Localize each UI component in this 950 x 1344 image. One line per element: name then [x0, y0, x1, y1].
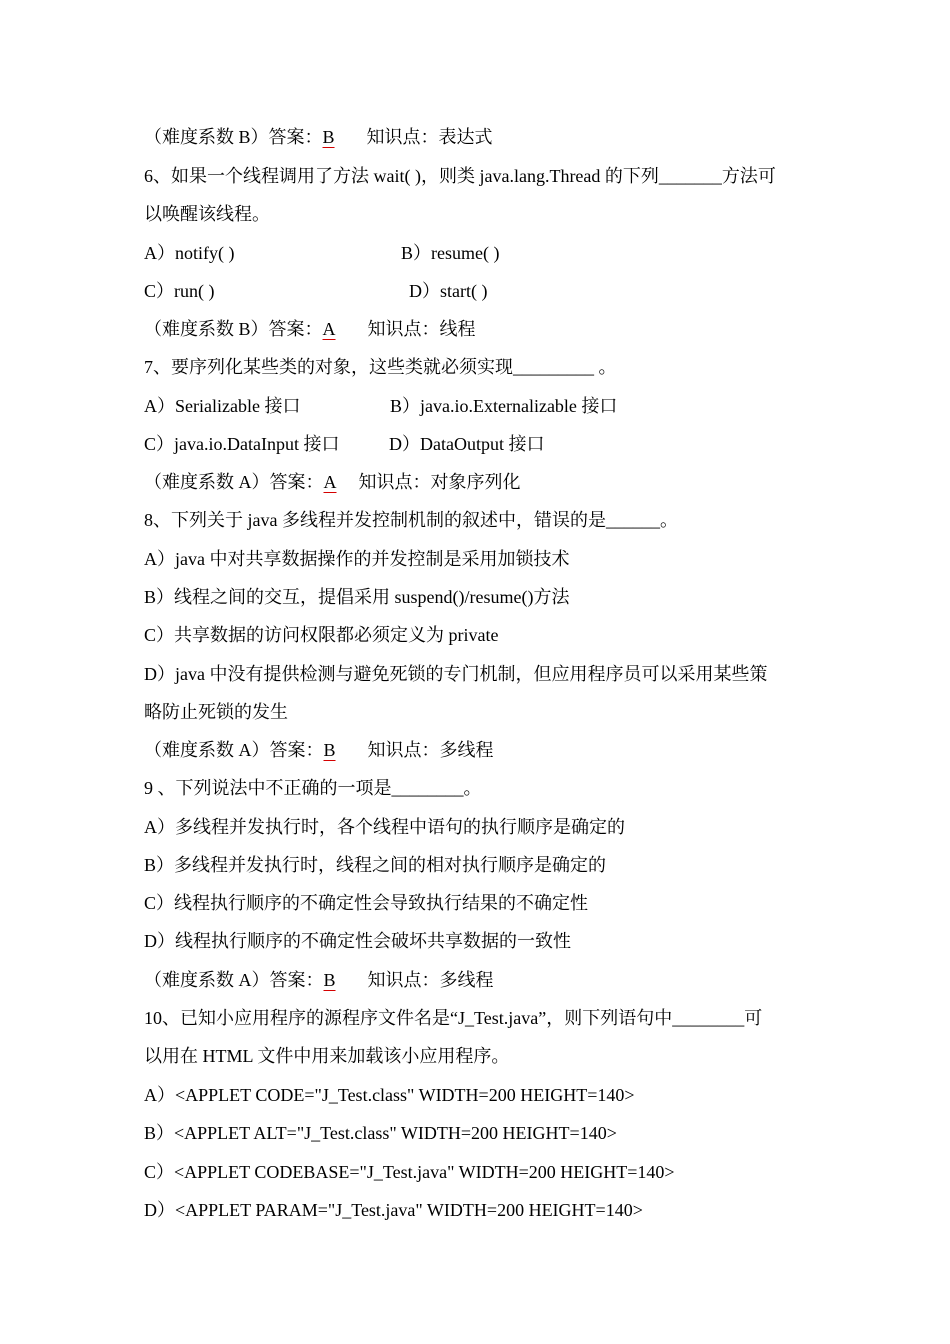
q7-options-cd — [144, 425, 844, 463]
q6-knowledge-point: 知识点：线程 — [367, 319, 476, 339]
q8-option-a: A）java 中对共享数据操作的并发控制是采用加锁技术 — [144, 549, 570, 569]
q9-option-b: B）多线程并发执行时，线程之间的相对执行顺序是确定的 — [144, 855, 607, 875]
q8-knowledge-point: 知识点：多线程 — [367, 740, 494, 760]
q6-option-a: A）notify( ) — [144, 243, 235, 263]
q7-meta-prefix: （难度系数 A）答案： — [144, 472, 324, 492]
q9-meta-prefix: （难度系数 A）答案： — [144, 970, 324, 990]
q9-answer: B — [323, 970, 336, 990]
q9-option-a: A）多线程并发执行时，各个线程中语句的执行顺序是确定的 — [144, 817, 625, 837]
q5-meta-prefix: （难度系数 B）答案： — [144, 127, 323, 147]
q7-option-c: C）java.io.DataInput 接口 — [144, 434, 340, 454]
q6-answer: A — [322, 319, 336, 339]
q8-stem: 8、下列关于 java 多线程并发控制机制的叙述中，错误的是______。 — [144, 510, 678, 530]
q7-options-ab — [144, 387, 844, 425]
q6-stem-line2: 以唤醒该线程。 — [144, 204, 270, 224]
q7-option-b: B）java.io.Externalizable 接口 — [390, 396, 618, 416]
q9-option-c: C）线程执行顺序的不确定性会导致执行结果的不确定性 — [144, 893, 589, 913]
q8-option-d-line1: D）java 中没有提供检测与避免死锁的专门机制，但应用程序员可以采用某些策 — [144, 664, 768, 684]
q10-stem-line2: 以用在 HTML 文件中用来加载该小应用程序。 — [144, 1046, 510, 1066]
q9-option-d: D）线程执行顺序的不确定性会破坏共享数据的一致性 — [144, 931, 571, 951]
q9-answer-line — [144, 961, 494, 999]
q6-stem-line1: 6、如果一个线程调用了方法 wait( )，则类 java.lang.Thread 的下列_______方法可 — [144, 166, 776, 186]
q9-stem: 9 、下列说法中不正确的一项是________。 — [144, 778, 482, 798]
q6-options-cd — [144, 272, 844, 310]
q6-meta-prefix: （难度系数 B）答案： — [144, 319, 323, 339]
q6-option-d: D）start( ) — [409, 281, 488, 301]
q7-answer-line — [144, 463, 521, 501]
q10-option-a: A）<APPLET CODE="J_Test.class" WIDTH=200 HEIGHT=140> — [144, 1085, 635, 1105]
q8-meta-prefix: （难度系数 A）答案： — [144, 740, 324, 760]
q7-stem: 7、要序列化某些类的对象，这些类就必须实现_________ 。 — [144, 357, 617, 377]
q6-options-ab — [144, 234, 844, 272]
q5-answer: B — [322, 127, 335, 147]
q7-option-a: A）Serializable 接口 — [144, 396, 301, 416]
q8-option-d-line2: 略防止死锁的发生 — [144, 702, 288, 722]
q9-knowledge-point: 知识点：多线程 — [367, 970, 494, 990]
q7-option-d: D）DataOutput 接口 — [389, 434, 545, 454]
q6-answer-line — [144, 310, 476, 348]
q10-stem-line1: 10、已知小应用程序的源程序文件名是“J_Test.java”，则下列语句中________可 — [144, 1008, 763, 1028]
q10-option-b: B）<APPLET ALT="J_Test.class" WIDTH=200 HEIGHT=140> — [144, 1123, 617, 1143]
q8-answer-line — [144, 731, 494, 769]
q5-answer-line — [144, 118, 493, 156]
q8-option-b: B）线程之间的交互，提倡采用 suspend()/resume()方法 — [144, 587, 570, 607]
q8-option-c: C）共享数据的访问权限都必须定义为 private — [144, 625, 499, 645]
q10-option-d: D）<APPLET PARAM="J_Test.java" WIDTH=200 HEIGHT=140> — [144, 1200, 643, 1220]
q7-knowledge-point: 知识点：对象序列化 — [358, 472, 521, 492]
q8-answer: B — [323, 740, 336, 760]
q7-answer: A — [323, 472, 337, 492]
q6-option-b: B）resume( ) — [401, 243, 500, 263]
q5-knowledge-point: 知识点：表达式 — [366, 127, 493, 147]
q10-option-c: C）<APPLET CODEBASE="J_Test.java" WIDTH=200 HEIGHT=140> — [144, 1162, 675, 1182]
q6-option-c: C）run( ) — [144, 281, 215, 301]
